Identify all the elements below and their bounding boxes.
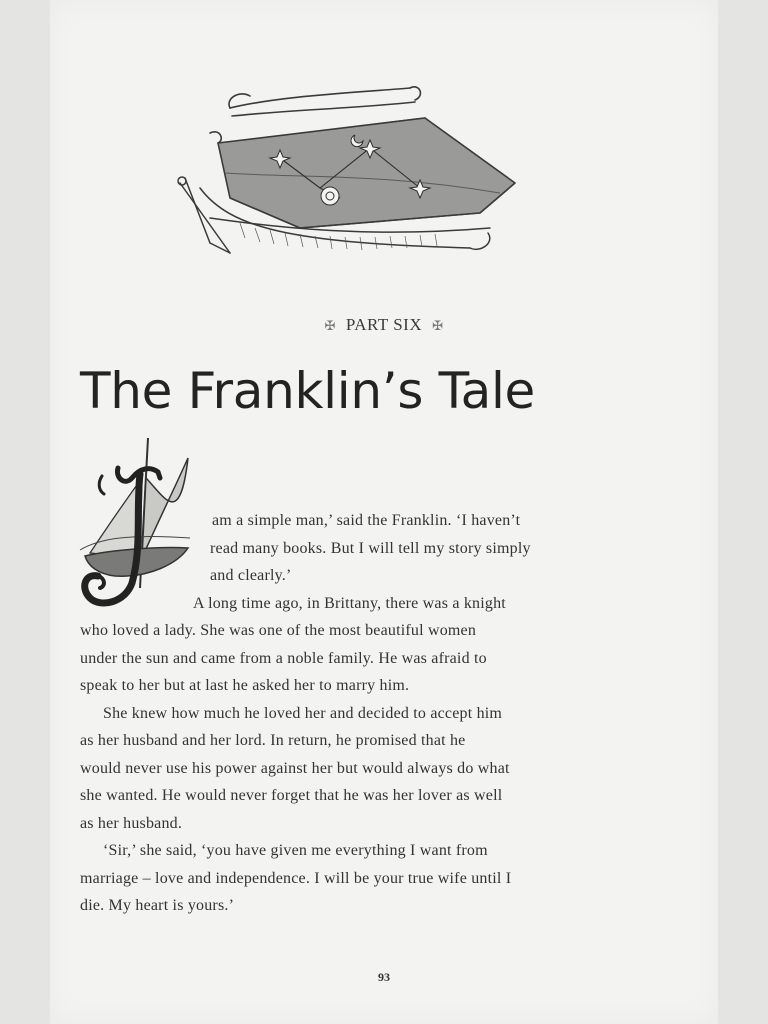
body-text-line: She knew how much he loved her and decided to accept him <box>103 705 503 722</box>
body-text-line: am a simple man,’ said the Franklin. ‘I haven’t <box>212 512 521 529</box>
body-text-line: A long time ago, in Brittany, there was a knight <box>193 595 506 612</box>
chapter-title: The Franklin’s Tale <box>80 362 536 420</box>
cross-ornament-icon: ✠ <box>324 318 336 333</box>
body-text-line: as her husband and her lord. In return, he promised that he <box>80 732 466 749</box>
body-text-line: she wanted. He would never forget that he was her lover as well <box>80 787 503 804</box>
body-text-line: die. My heart is yours.’ <box>80 897 235 914</box>
body-text-line: speak to her but at last he asked her to marry him. <box>80 677 410 694</box>
scroll-and-star-chart-icon <box>170 78 520 268</box>
cross-ornament-icon: ✠ <box>432 318 444 333</box>
part-heading <box>0 315 768 335</box>
sailboat-drop-cap-icon <box>70 438 200 610</box>
body-text-line: and clearly.’ <box>210 567 292 584</box>
body-text-line: who loved a lady. She was one of the most beautiful women <box>80 622 477 639</box>
body-text-line: would never use his power against her but would always do what <box>80 760 510 777</box>
part-label: PART SIX <box>345 315 423 334</box>
body-text-line: marriage – love and independence. I will be your true wife until I <box>80 870 512 887</box>
page-number: 93 <box>378 970 390 984</box>
body-text-line: under the sun and came from a noble family. He was afraid to <box>80 650 487 667</box>
body-text-line: read many books. But I will tell my story simply <box>210 540 531 557</box>
body-text-line: ‘Sir,’ she said, ‘you have given me everything I want from <box>103 842 488 859</box>
body-text-line: as her husband. <box>80 815 183 832</box>
